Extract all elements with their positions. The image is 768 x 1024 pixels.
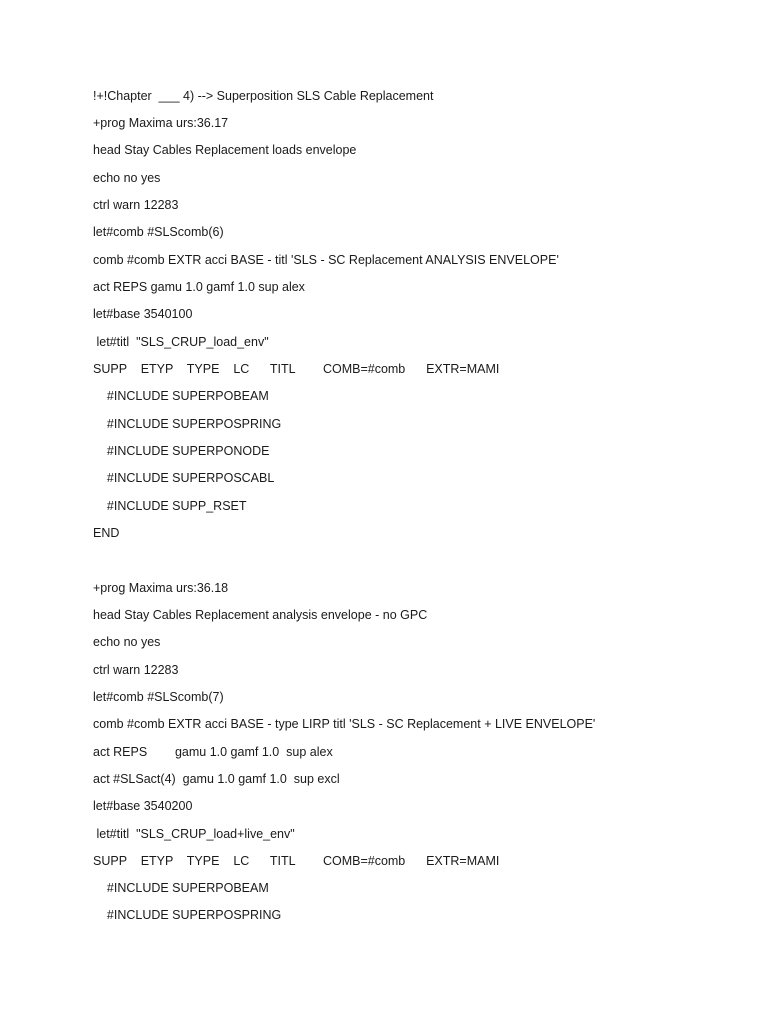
comb-line: comb #comb EXTR acci BASE - type LIRP titl 'SLS - SC Replacement + LIVE ENVELOPE' (93, 717, 596, 731)
act-line: act #SLSact(4) gamu 1.0 gamf 1.0 sup excl (93, 772, 340, 786)
echo-line: echo no yes (93, 171, 161, 185)
let-comb-line: let#comb #SLScomb(7) (93, 690, 224, 704)
end-line: END (93, 526, 120, 540)
let-base-line: let#base 3540100 (93, 307, 193, 321)
chapter-heading: !+!Chapter ___ 4) --> Superposition SLS Cable Replacement (93, 89, 434, 103)
ctrl-line: ctrl warn 12283 (93, 663, 179, 677)
include-line: #INCLUDE SUPERPOSPRING (93, 908, 282, 922)
let-titl-line: let#titl "SLS_CRUP_load+live_env" (93, 827, 295, 841)
let-titl-line: let#titl "SLS_CRUP_load_env" (93, 335, 269, 349)
include-line: #INCLUDE SUPERPOSPRING (93, 417, 282, 431)
supp-line: SUPP ETYP TYPE LC TITL COMB=#comb EXTR=MAMI (93, 854, 500, 868)
act-line: act REPS gamu 1.0 gamf 1.0 sup alex (93, 280, 305, 294)
include-line: #INCLUDE SUPERPOBEAM (93, 881, 269, 895)
head-line: head Stay Cables Replacement loads envelope (93, 143, 357, 157)
echo-line: echo no yes (93, 635, 161, 649)
ctrl-line: ctrl warn 12283 (93, 198, 179, 212)
include-line: #INCLUDE SUPERPOBEAM (93, 389, 269, 403)
prog-line: +prog Maxima urs:36.18 (93, 581, 229, 595)
include-line: #INCLUDE SUPERPOSCABL (93, 471, 275, 485)
supp-line: SUPP ETYP TYPE LC TITL COMB=#comb EXTR=MAMI (93, 362, 500, 376)
include-line: #INCLUDE SUPERPONODE (93, 444, 270, 458)
include-line: #INCLUDE SUPP_RSET (93, 499, 247, 513)
let-comb-line: let#comb #SLScomb(6) (93, 225, 224, 239)
prog-line: +prog Maxima urs:36.17 (93, 116, 229, 130)
comb-line: comb #comb EXTR acci BASE - titl 'SLS - SC Replacement ANALYSIS ENVELOPE' (93, 253, 559, 267)
act-line: act REPS gamu 1.0 gamf 1.0 sup alex (93, 745, 333, 759)
let-base-line: let#base 3540200 (93, 799, 193, 813)
head-line: head Stay Cables Replacement analysis envelope - no GPC (93, 608, 428, 622)
